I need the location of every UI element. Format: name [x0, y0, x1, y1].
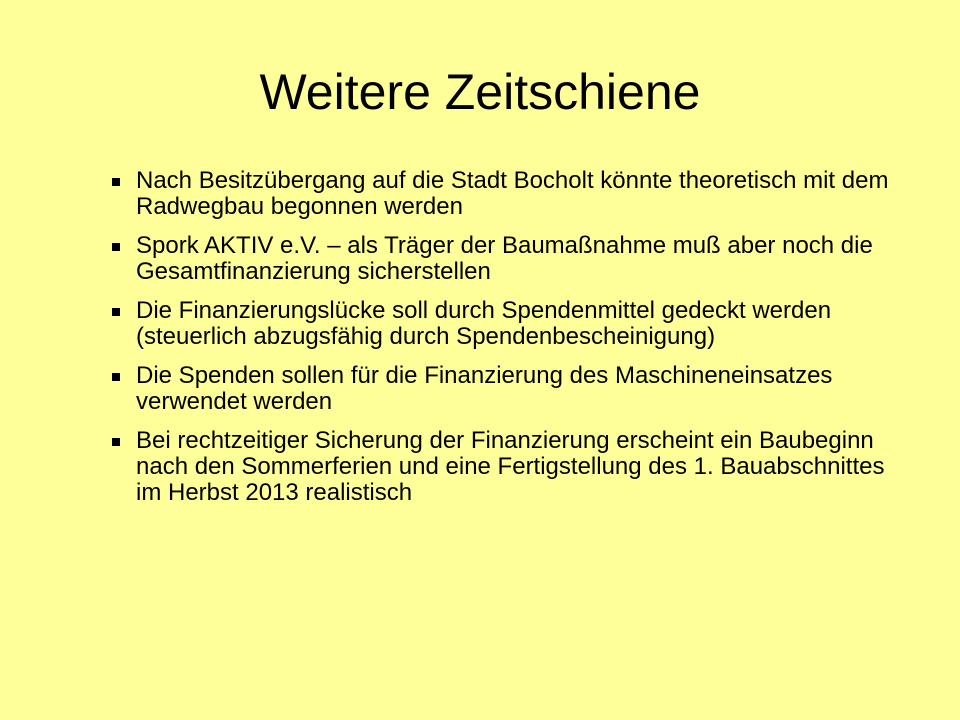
bullet-text: Spork AKTIV e.V. – als Träger der Baumaßnahme muß aber noch die Gesamtfinanzierung sicherstellen [136, 232, 873, 285]
bullet-item [104, 428, 914, 506]
slide-title: Weitere Zeitschiene [259, 64, 701, 120]
square-bullet-icon [112, 243, 120, 251]
bullet-text: Bei rechtzeitiger Sicherung der Finanzierung erscheint ein Baubeginn nach den Sommerferien und eine Fertigstellung des 1. Bauabschnittes im Herbst 2013 realistisch [136, 427, 885, 506]
square-bullet-icon [112, 308, 120, 316]
bullet-text: Die Spenden sollen für die Finanzierung des Maschineneinsatzes verwendet werden [136, 362, 833, 415]
bullet-item [104, 168, 914, 220]
bullet-item [104, 363, 914, 415]
square-bullet-icon [112, 373, 120, 381]
bullet-text: Nach Besitzübergang auf die Stadt Bocholt könnte theoretisch mit dem Radwegbau begonnen werden [136, 167, 889, 220]
bullet-text: Die Finanzierungslücke soll durch Spendenmittel gedeckt werden (steuerlich abzugsfähig durch Spendenbescheinigung) [136, 297, 832, 350]
square-bullet-icon [112, 438, 120, 446]
square-bullet-icon [112, 178, 120, 186]
bullet-item [104, 233, 914, 285]
bullet-list [104, 168, 914, 519]
bullet-item [104, 298, 914, 350]
